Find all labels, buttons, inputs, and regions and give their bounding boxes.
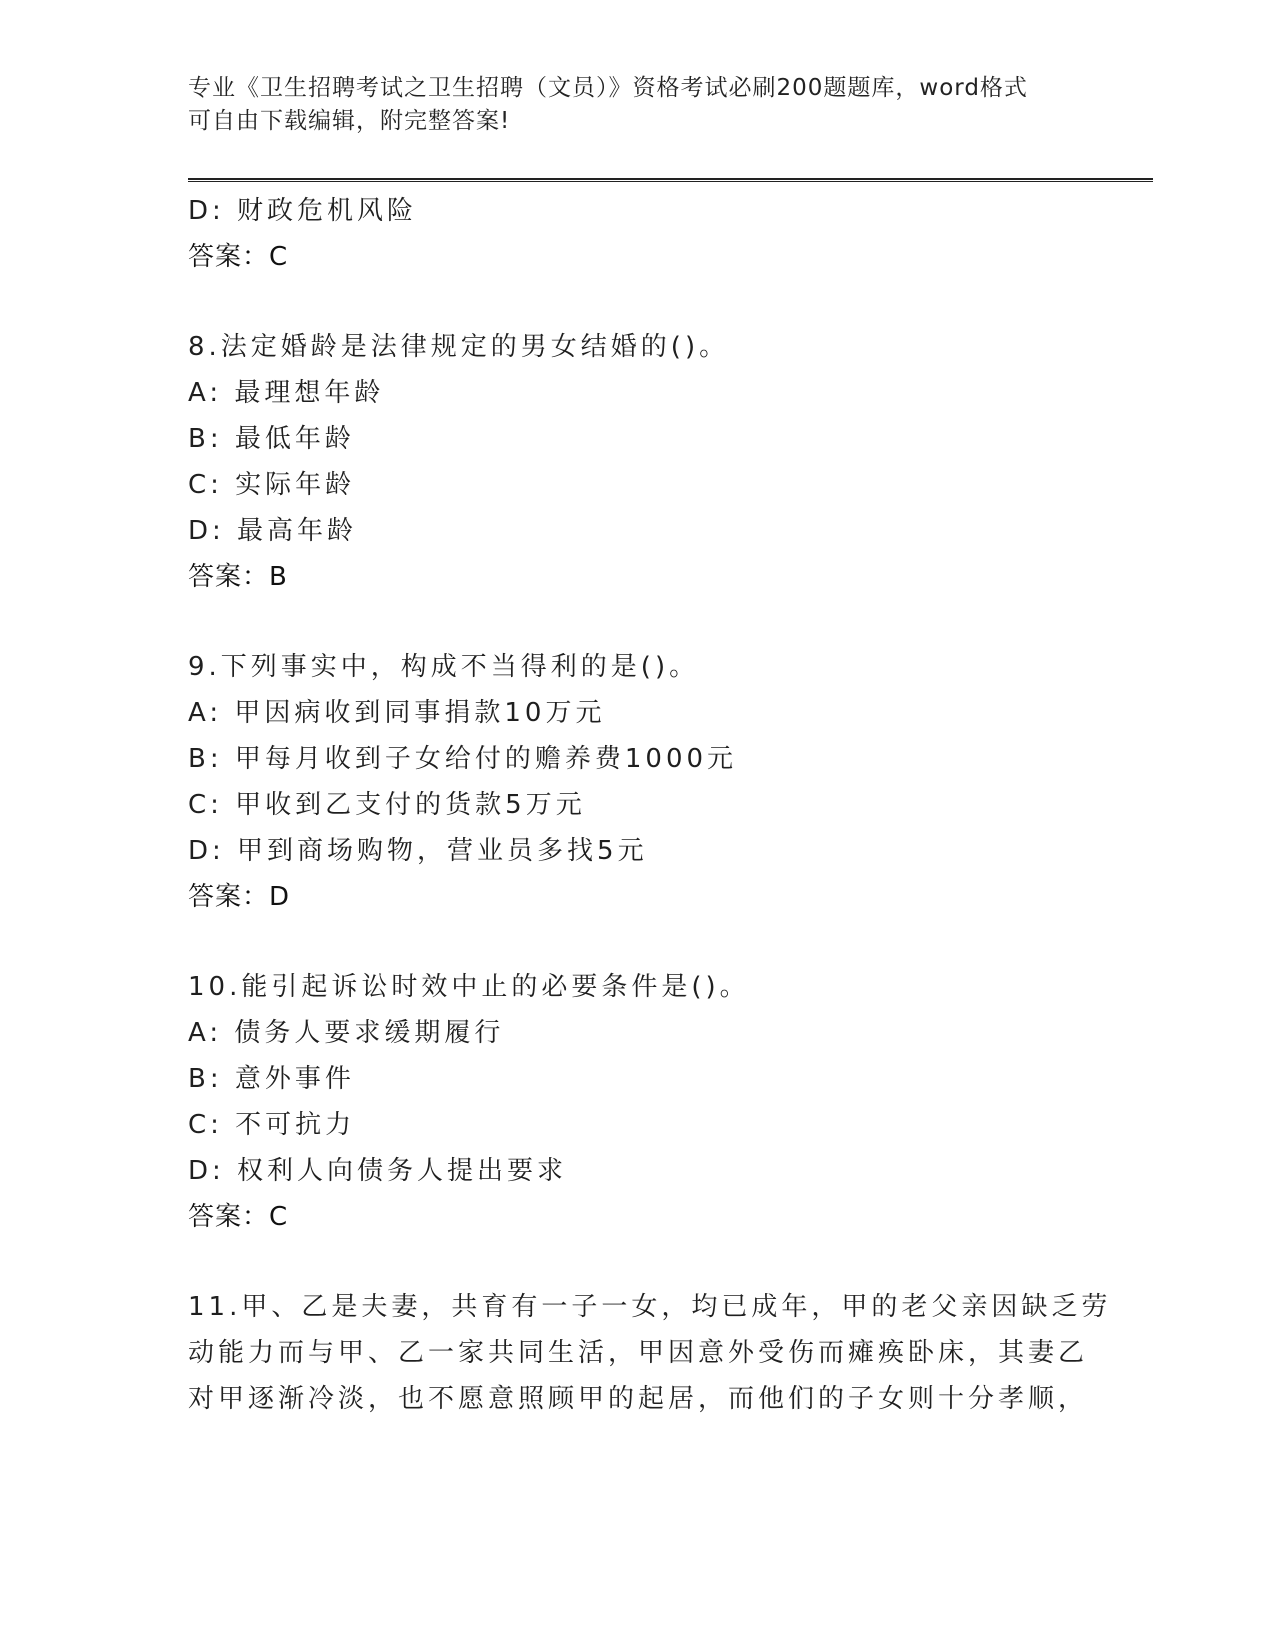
answer-line: 答案：C [188, 242, 289, 272]
question-stem: 9.下列事实中，构成不当得利的是()。 [188, 652, 700, 682]
option-d: D: 最高年龄 [188, 516, 358, 546]
header-title-line-2: 可自由下载编辑，附完整答案! [188, 108, 511, 134]
option-d: D: 财政危机风险 [188, 196, 418, 226]
option-d: D: 权利人向债务人提出要求 [188, 1156, 568, 1186]
answer-line: 答案：C [188, 1202, 289, 1232]
answer-line: 答案：B [188, 562, 288, 592]
option-a: A: 债务人要求缓期履行 [188, 1018, 505, 1048]
question-stem-line-1: 11.甲、乙是夫妻，共育有一子一女，均已成年，甲的老父亲因缺乏劳 [188, 1292, 1112, 1322]
option-c: C: 实际年龄 [188, 470, 356, 500]
header-divider [188, 178, 1153, 182]
option-c: C: 不可抗力 [188, 1110, 356, 1140]
question-block-11 [188, 1284, 1112, 1422]
header-title-line-1: 专业《卫生招聘考试之卫生招聘（文员）》资格考试必刷200题题库，word格式 [188, 75, 1028, 101]
option-a: A: 甲因病收到同事捐款10万元 [188, 698, 606, 728]
question-block-9 [188, 644, 1088, 920]
question-block-7 [188, 188, 1088, 280]
option-b: B: 最低年龄 [188, 424, 355, 454]
option-a: A: 最理想年龄 [188, 378, 385, 408]
question-block-10 [188, 964, 1088, 1240]
question-stem: 10.能引起诉讼时效中止的必要条件是()。 [188, 972, 750, 1002]
option-d: D: 甲到商场购物，营业员多找5元 [188, 836, 648, 866]
option-b: B: 意外事件 [188, 1064, 355, 1094]
question-stem-line-3: 对甲逐渐冷淡，也不愿意照顾甲的起居，而他们的子女则十分孝顺， [188, 1384, 1089, 1414]
document-body [188, 188, 1112, 1422]
question-stem-line-2: 动能力而与甲、乙一家共同生活，甲因意外受伤而瘫痪卧床，其妻乙 [188, 1338, 1089, 1368]
question-stem: 8.法定婚龄是法律规定的男女结婚的()。 [188, 332, 730, 362]
option-b: B: 甲每月收到子女给付的赡养费1000元 [188, 744, 738, 774]
page-header [188, 72, 1088, 138]
option-c: C: 甲收到乙支付的货款5万元 [188, 790, 586, 820]
question-block-8 [188, 324, 1088, 600]
answer-line: 答案：D [188, 882, 291, 912]
